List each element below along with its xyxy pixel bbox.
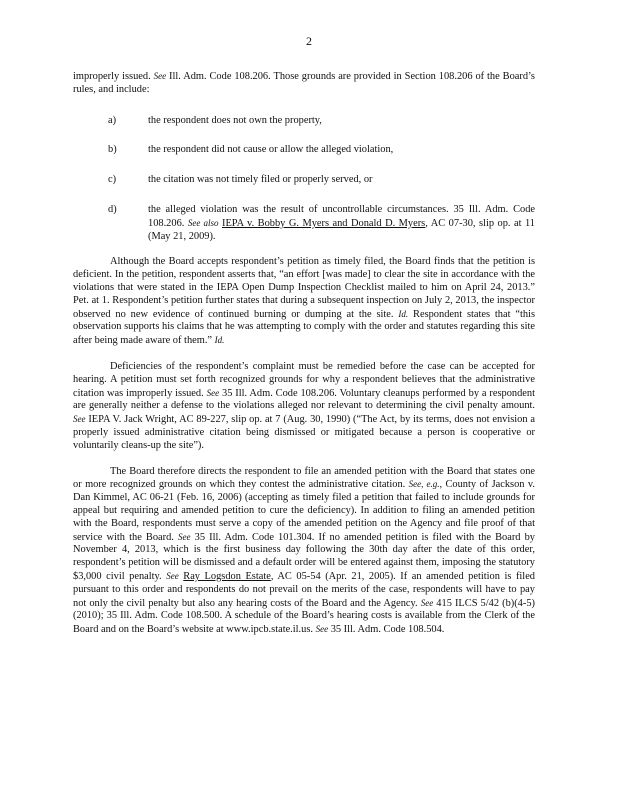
list-item: b) the respondent did not cause or allow the alleged violation, (108, 144, 394, 156)
intro-paragraph: improperly issued. See Ill. Adm. Code 108.206. Those grounds are provided in Section 108.206 of the Board’s rules, and include: (73, 71, 535, 95)
grounds-list (73, 115, 535, 244)
page-number: 2 (306, 34, 312, 48)
paragraph-deficiency: Although the Board accepts respondent’s petition as timely filed, the Board finds that the petition is deficient. In the petition, respondent asserts that, “an effort [was made] to clear the site in accordance with the violations that were stated in the IEPA Open Dump Inspection Checklist mailed to him on April 24, 2013.” Pet. at 1. Respondent’s petition further states that during a subsequent inspection on July 2, 2013, the inspector observed no new evidence of continued burning or dumping at the site. Id. Respondent states that “this observation supports his claims that he was attempting to comply with the order and statutes regarding this site after being made aware of them.” Id. (73, 256, 536, 347)
paragraph-directive: The Board therefore directs the respondent to file an amended petition with the Board that states one or more recognized grounds on which they contest the administrative citation. See, e.g., County of Jackson v. Dan Kimmel, AC 06-21 (Feb. 16, 2006) (accepting as timely filed a petition that failed to include grounds for appeal but requiring and amended petition to cure the deficiency). In addition to filing an amended petition with the Board, respondents must serve a copy of the amended petition on the Agency and file proof of that service with the Board. See 35 Ill. Adm. Code 101.304. If no amended petition is filed with the Board by November 4, 2013, which is the first business day following the 30th day after the date of this order, respondent’s petition will be dismissed and a default order will be entered against them, imposing the statutory $3,000 civil penalty. See Ray Logsdon Estate, AC 05-54 (Apr. 21, 2005). If an amended petition is filed pursuant to this order and respondents do not prevail on the merits of the case, respondents will have to pay not only the civil penalty but also any hearing costs of the Board and the Agency. See 415 ILCS 5/42 (b)(4-5) (2010); 35 Ill. Adm. Code 108.500. A schedule of the Board’s hearing costs is available from the Clerk of the Board and on the Board’s website at www.ipcb.state.il.us. See 35 Ill. Adm. Code 108.504. (73, 465, 536, 636)
paragraph-remedy: Deficiencies of the respondent’s complaint must be remedied before the case can be accepted for hearing. A petition must set forth recognized grounds for why a respondent believes that the administrative citation was improperly issued. See 35 Ill. Adm. Code 108.206. Voluntary cleanups performed by a respondent are generally neither a defense to the violations alleged nor relevant to determining the civil penalty amount. See IEPA V. Jack Wright, AC 89-227, slip op. at 7 (Aug. 30, 1990) (“The Act, by its terms, does not envision a properly issued administrative citation being dismissed or mitigated because a person is cooperative or voluntarily cleans-up the site”). (73, 360, 535, 451)
case-citation: Ray Logsdon Estate (183, 570, 271, 582)
order-body (73, 70, 535, 637)
list-item: c) the citation was not timely filed or properly served, or (108, 174, 373, 186)
list-item: a) the respondent does not own the property, (108, 114, 322, 126)
case-citation: IEPA v. Bobby G. Myers and Donald D. Myers (222, 217, 426, 229)
list-item: d) the alleged violation was the result of uncontrollable circumstances. 35 Ill. Adm. Code 108.206. See also IEPA v. Bobby G. Myers and Donald D. Myers, AC 07-30, slip op. at 11 (May 21, 2009). (108, 203, 535, 242)
